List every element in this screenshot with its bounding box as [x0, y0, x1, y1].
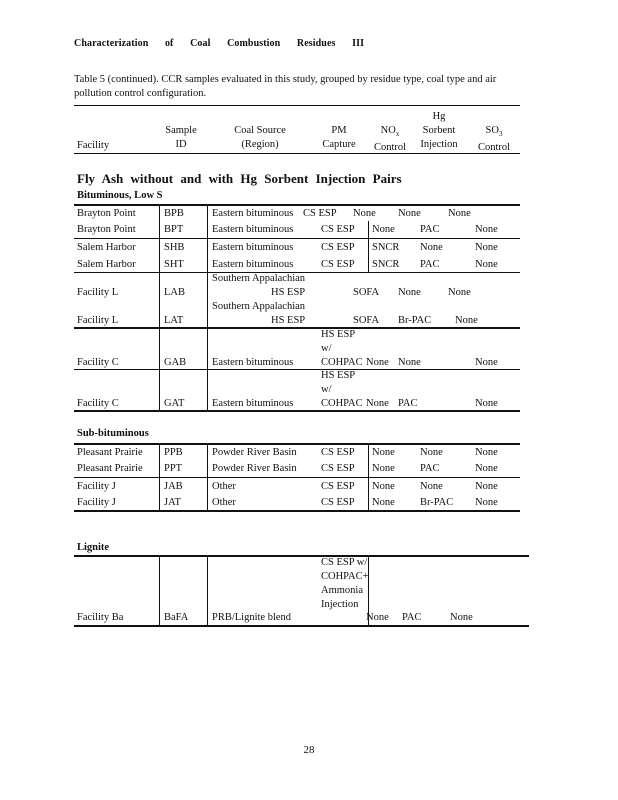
rule: [74, 477, 520, 478]
cell-hg: PAC: [398, 398, 418, 409]
rule: [74, 443, 520, 445]
cell-facility: Pleasant Prairie: [77, 447, 143, 458]
cell-hg: None: [398, 287, 421, 298]
cell-so3: None: [455, 315, 478, 326]
rule: [74, 510, 520, 512]
cell-sample-id: BPT: [164, 224, 184, 235]
cell-facility: Brayton Point: [77, 208, 136, 219]
rule: [74, 369, 520, 370]
cell-hg: None: [420, 481, 443, 492]
col-pm-capture: PM Capture: [322, 125, 356, 150]
cell-so3: None: [475, 398, 498, 409]
cell-pm-capture: HS ESP w/ COHPAC: [321, 370, 363, 409]
cell-coal-source: Eastern bituminous: [212, 224, 294, 235]
cell-pm-capture: CS ESP: [321, 447, 355, 458]
cell-coal-source: Other: [212, 481, 236, 492]
cell-sample-id: LAB: [164, 287, 185, 298]
header-rule: [74, 153, 520, 154]
cell-pm-capture: CS ESP: [321, 259, 355, 270]
cell-so3: None: [475, 447, 498, 458]
col-divider: [207, 555, 208, 626]
col-divider: [368, 443, 369, 511]
col-facility: Facility: [77, 140, 110, 151]
cell-nox: None: [366, 357, 389, 368]
col-divider: [368, 221, 369, 272]
running-header: Characterization of Coal Combustion Residues III: [74, 38, 365, 49]
cell-nox: SOFA: [353, 287, 380, 298]
col-coal-source: Coal Source (Region): [234, 125, 286, 150]
cell-coal-source: Eastern bituminous: [212, 259, 294, 270]
cell-so3: None: [448, 208, 471, 219]
cell-so3: None: [475, 357, 498, 368]
cell-hg: None: [398, 357, 421, 368]
cell-pm-capture: CS ESP: [321, 497, 355, 508]
rule: [74, 238, 520, 239]
cell-facility: Pleasant Prairie: [77, 463, 143, 474]
cell-coal-source: Southern Appalachian: [212, 301, 306, 312]
table-caption: Table 5 (continued). CCR samples evaluated in this study, grouped by residue type, coal type and air pollution control configuration.: [74, 74, 497, 99]
cell-coal-source: Eastern bituminous: [212, 398, 294, 409]
cell-nox: None: [366, 398, 389, 409]
cell-sample-id: JAT: [164, 497, 181, 508]
cell-nox: SOFA: [353, 315, 380, 326]
section-title: Fly Ash without and with Hg Sorbent Injection Pairs: [77, 171, 402, 186]
cell-sample-id: JAB: [164, 481, 183, 492]
cell-nox: SNCR: [372, 242, 400, 253]
group-subbituminous: Sub-bituminous: [77, 428, 149, 439]
cell-pm-capture: CS ESP: [321, 242, 355, 253]
cell-facility: Facility L: [77, 315, 119, 326]
col-divider: [159, 204, 160, 411]
cell-pm-capture: HS ESP w/ COHPAC: [321, 329, 363, 368]
cell-facility: Facility C: [77, 357, 119, 368]
col-divider: [159, 443, 160, 511]
col-hg-sorbent: Hg Sorbent Injection: [420, 111, 458, 150]
cell-hg: PAC: [420, 463, 440, 474]
cell-coal-source: PRB/Lignite blend: [212, 612, 292, 623]
cell-so3: None: [450, 612, 473, 623]
cell-nox: None: [372, 497, 395, 508]
cell-facility: Facility C: [77, 398, 119, 409]
cell-hg: Br-PAC: [420, 497, 454, 508]
cell-so3: None: [448, 287, 471, 298]
cell-hg: PAC: [402, 612, 422, 623]
cell-nox: None: [372, 447, 395, 458]
cell-hg: Br-PAC: [398, 315, 432, 326]
cell-facility: Facility Ba: [77, 612, 124, 623]
cell-facility: Facility J: [77, 497, 116, 508]
cell-so3: None: [475, 463, 498, 474]
cell-coal-source: Other: [212, 497, 236, 508]
col-divider: [207, 443, 208, 511]
cell-sample-id: GAT: [164, 398, 185, 409]
cell-facility: Salem Harbor: [77, 259, 136, 270]
cell-sample-id: BaFA: [164, 612, 189, 623]
cell-coal-source: Powder River Basin: [212, 463, 297, 474]
page-number: 28: [303, 744, 315, 756]
col-divider: [207, 204, 208, 411]
group-lignite: Lignite: [77, 542, 110, 553]
cell-hg: None: [420, 447, 443, 458]
cell-sample-id: SHT: [164, 259, 184, 270]
rule: [74, 555, 529, 557]
cell-pm-capture: CS ESP: [303, 208, 337, 219]
cell-sample-id: LAT: [164, 315, 184, 326]
cell-so3: None: [475, 481, 498, 492]
cell-sample-id: GAB: [164, 357, 187, 368]
cell-hg: None: [420, 242, 443, 253]
cell-nox: None: [372, 481, 395, 492]
cell-pm-capture: HS ESP: [271, 315, 306, 326]
cell-nox: None: [372, 224, 395, 235]
cell-coal-source: Southern Appalachian: [212, 273, 306, 284]
cell-facility: Salem Harbor: [77, 242, 136, 253]
rule: [74, 625, 529, 627]
col-so3-control: $SO_3$ Control: [477, 125, 511, 154]
cell-nox: None: [372, 463, 395, 474]
group-bituminous: Bituminous, Low S: [77, 190, 163, 201]
cell-so3: None: [475, 242, 498, 253]
cell-pm-capture: HS ESP: [271, 287, 306, 298]
cell-hg: PAC: [420, 259, 440, 270]
col-nox-control: $NO_x$ Control: [373, 125, 407, 154]
cell-nox: None: [366, 612, 389, 623]
cell-coal-source: Eastern bituminous: [212, 357, 294, 368]
cell-sample-id: PPB: [164, 447, 183, 458]
col-sample-id: Sample ID: [165, 125, 197, 150]
cell-pm-capture: CS ESP w/ COHPAC+ Ammonia Injection: [321, 557, 369, 610]
cell-nox: None: [353, 208, 376, 219]
cell-sample-id: PPT: [164, 463, 183, 474]
col-divider: [159, 555, 160, 626]
cell-hg: PAC: [420, 224, 440, 235]
rule: [74, 204, 520, 206]
cell-pm-capture: CS ESP: [321, 224, 355, 235]
cell-coal-source: Powder River Basin: [212, 447, 297, 458]
cell-coal-source: Eastern bituminous: [212, 208, 294, 219]
cell-facility: Brayton Point: [77, 224, 136, 235]
rule: [74, 410, 520, 412]
cell-coal-source: Eastern bituminous: [212, 242, 294, 253]
cell-sample-id: BPB: [164, 208, 184, 219]
cell-hg: None: [398, 208, 421, 219]
cell-facility: Facility L: [77, 287, 119, 298]
cell-pm-capture: CS ESP: [321, 481, 355, 492]
cell-so3: None: [475, 259, 498, 270]
cell-nox: SNCR: [372, 259, 400, 270]
cell-pm-capture: CS ESP: [321, 463, 355, 474]
table-top-rule: [74, 105, 520, 106]
cell-facility: Facility J: [77, 481, 116, 492]
cell-so3: None: [475, 497, 498, 508]
cell-sample-id: SHB: [164, 242, 185, 253]
cell-so3: None: [475, 224, 498, 235]
